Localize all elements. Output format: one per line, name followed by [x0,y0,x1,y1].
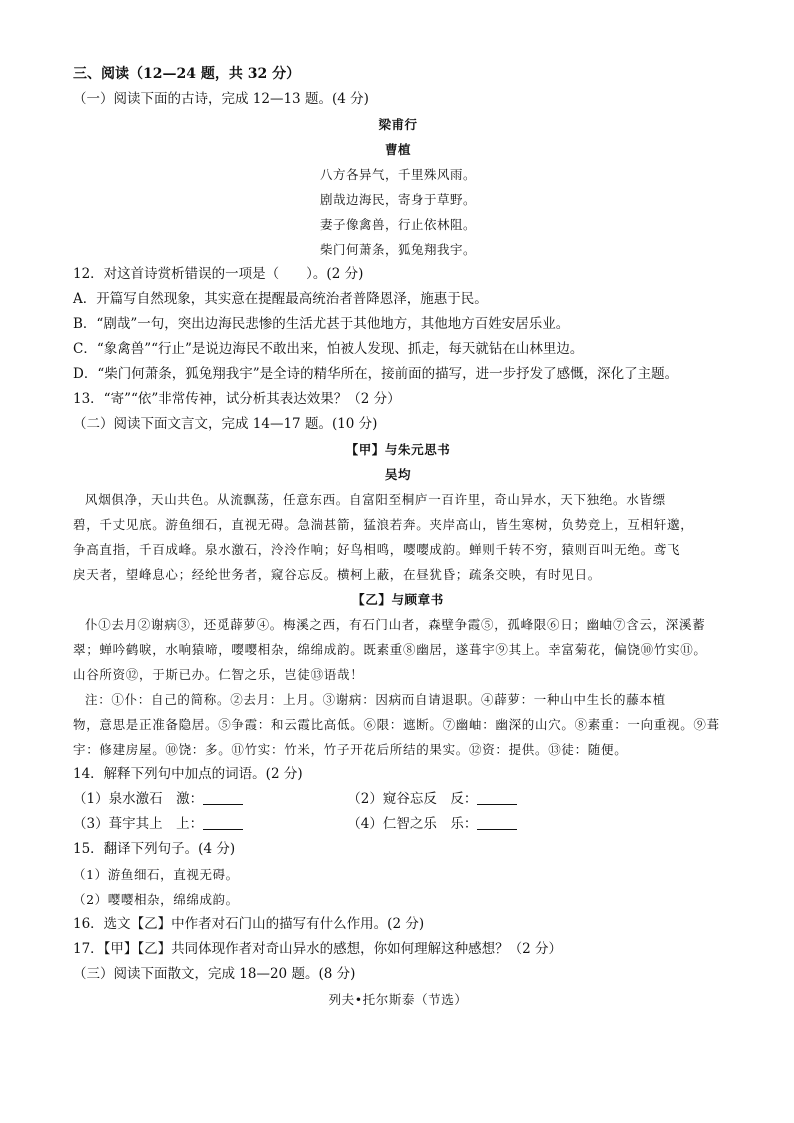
q14-item: （3）葺宇其上 上： [73,812,343,837]
jia-text-line: 戾天者，望峰息心；经纶世务者，窥谷忘反。横柯上蔽，在昼犹昏；疏条交映，有时见日。 [73,567,602,582]
part2-intro: （二）阅读下面文言文，完成 14—17 题。(10 分) [73,416,378,432]
q14-item: （4）仁智之乐 乐： [347,812,627,837]
yi-text-line: 仆①去月②谢病③，还觅薜萝④。梅溪之西，有石门山者，森壁争霞⑤，孤峰限⑥日；幽岫⑦含云，深溪蓄 [85,617,706,632]
jia-author: 吴均 [384,467,412,482]
poem-line: 剧哉边海民，寄身于草野。 [319,192,476,207]
answer-blank[interactable] [477,815,517,830]
part1-intro: （一）阅读下面的古诗，完成 12—13 题。(4 分) [73,91,369,107]
notes-line: 物，意思是正准备隐居。⑤争霞：和云霞比高低。⑥限：遮断。⑦幽岫：幽深的山穴。⑧素重：一向重视。⑨葺 [73,717,720,732]
jia-title: 【甲】与朱元思书 [345,442,451,457]
poem-line: 柴门何萧条，狐兔翔我宇。 [319,242,476,257]
part3-intro: （三）阅读下面散文，完成 18—20 题。(8 分) [73,966,356,982]
notes-line: 宇：修建房屋。⑩饶：多。⑪竹实：竹米，竹子开花后所结的果实。⑫资：提供。⑬徒：随便。 [73,742,628,757]
part3-title: 列夫•托尔斯泰（节选） [328,992,468,1007]
option-c: C．“象禽兽”“行止”是说边海民不敢出来，怕被人发现、抓走，每天就钻在山林里边。 [73,341,584,357]
yi-text-line: 山谷所资⑫，于斯已办。仁智之乐，岂徒⑬语哉！ [73,667,364,682]
notes-line: 注：①仆：自己的简称。②去月：上月。③谢病：因病而自请退职。④薜萝：一种山中生长的藤本植 [85,692,666,707]
option-b: B．“剧哉”一句，突出边海民悲惨的生活尤甚于其他地方，其他地方百姓安居乐业。 [73,316,570,332]
question-17: 17．【甲】【乙】共同体现作者对奇山异水的感想，你如何理解这种感想？（2 分） [73,941,563,957]
exam-page [73,62,723,1012]
question-15: 15．翻译下列句子。(4 分) [73,841,236,857]
poem-title: 梁甫行 [378,117,418,132]
answer-blank[interactable] [477,790,517,805]
poem-author: 曹植 [384,142,411,157]
question-13: 13．“寄”“依”非常传神，试分析其表达效果？（2 分） [73,391,401,407]
question-14: 14．解释下列句中加点的词语。(2 分) [73,766,303,782]
answer-blank[interactable] [203,790,243,805]
q15-item: （2）嘤嘤相杂，绵绵成韵。 [73,892,239,907]
option-a: A．开篇写自然现象，其实意在提醒最高统治者普降恩泽，施惠于民。 [73,291,488,307]
yi-text-line: 翠；蝉吟鹤唳，水响猿啼，嘤嘤相杂，绵绵成韵。既素重⑧幽居，遂葺宇⑨其上。幸富菊花，偏饶⑩竹实⑪。 [73,642,707,657]
question-16: 16．选文【乙】中作者对石门山的描写有什么作用。(2 分) [73,916,425,932]
option-d: D．“柴门何萧条，狐兔翔我宇”是全诗的精华所在，接前面的描写，进一步抒发了感慨，深化了主题。 [73,366,679,382]
poem-line: 八方各异气，千里殊风雨。 [319,167,476,182]
question-12: 12．对这首诗赏析错误的一项是（ ）。(2 分) [73,266,364,282]
section-title: 三、阅读（12—24 题，共 32 分） [73,66,301,82]
jia-text-line: 碧，千丈见底。游鱼细石，直视无碍。急湍甚箭，猛浪若奔。夹岸高山，皆生寒树，负势竞上，互相轩邈， [73,517,694,532]
yi-title: 【乙】与顾章书 [352,592,444,607]
q14-item: （2）窥谷忘反 反： [347,787,627,812]
jia-text-line: 风烟俱净，天山共色。从流飘荡，任意东西。自富阳至桐庐一百许里，奇山异水，天下独绝。水皆缥 [85,492,666,507]
q14-row [73,787,723,812]
answer-blank[interactable] [203,815,243,830]
q15-item: （1）游鱼细石，直视无碍。 [73,867,239,882]
poem-line: 妻子像禽兽，行止依林阻。 [319,217,476,232]
q14-row [73,812,723,837]
q14-item: （1）泉水激石 激： [73,787,343,812]
jia-text-line: 争高直指，千百成峰。泉水激石，泠泠作响；好鸟相鸣，嘤嘤成韵。蝉则千转不穷，猿则百叫无绝。鸢飞 [73,542,681,557]
